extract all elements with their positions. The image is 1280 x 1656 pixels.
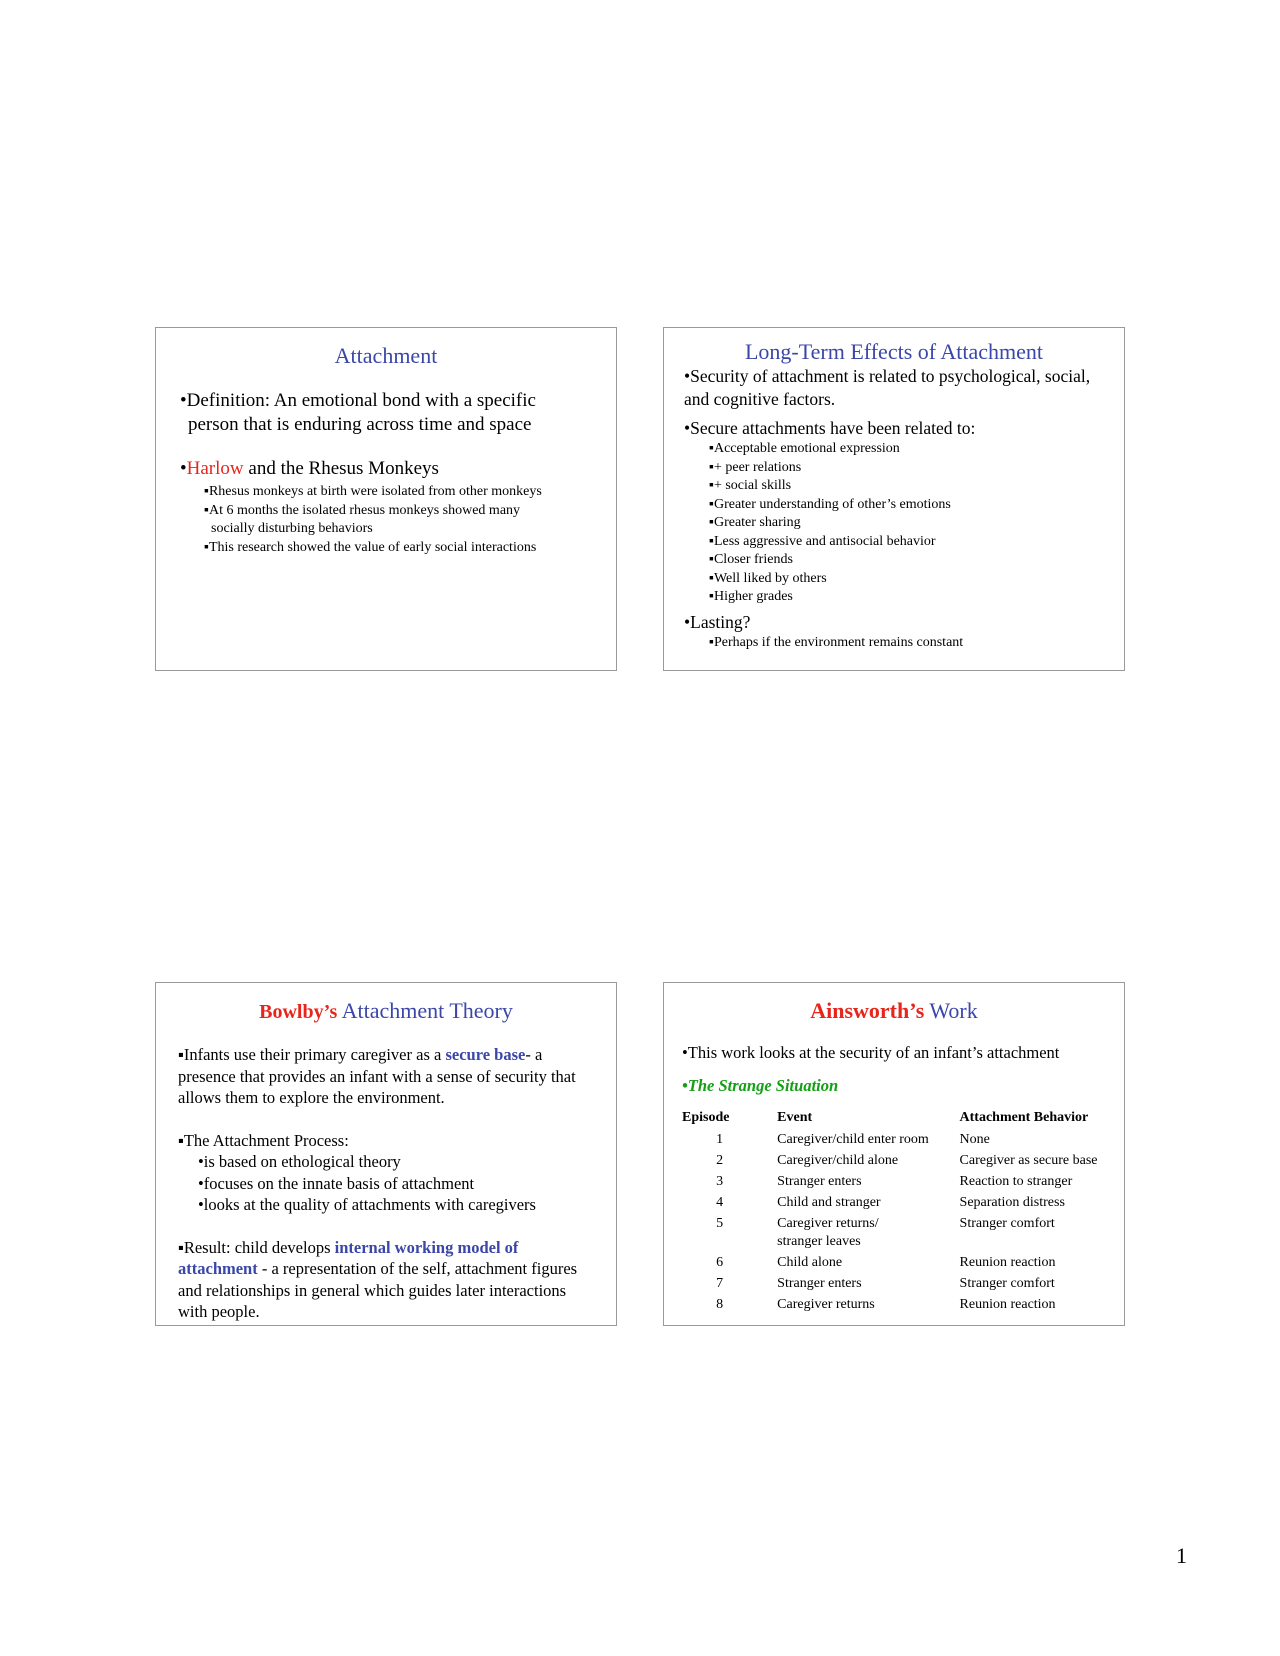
list-item: ▪Less aggressive and antisocial behavior [709,533,936,549]
security-point: •This work looks at the security of an infant’s attachment [682,1043,1060,1062]
table-row [682,1131,1124,1152]
table-header-row [682,1110,1124,1131]
behavior-cell: Stranger comfort [959,1216,1055,1231]
strange-situation-point [682,1075,1112,1096]
event-cell: Stranger enters [777,1174,862,1189]
list-item: ▪Greater sharing [709,515,801,530]
episode-cell: 8 [716,1297,724,1312]
list-item: ▪Greater understanding of other’s emotions [709,496,951,512]
episode-cell: 5 [716,1216,724,1231]
table-row [682,1173,1124,1194]
secure-attachments-point: •Secure attachments have been related to: [684,418,976,438]
title-rest: Attachment Theory [337,998,513,1023]
event-cell: Caregiver/child enter room [777,1132,929,1147]
secure-base-point [178,1044,598,1109]
slide-title [156,998,616,1024]
harlow-point [180,457,598,481]
table-row [682,1215,1124,1254]
event-line: Caregiver returns/ [777,1216,879,1231]
text: - a representation of the self, attachment figures and relationships in general which guides later interactions with people. [178,1259,578,1321]
behavior-cell: Caregiver as secure base [959,1153,1098,1168]
text: ▪Infants use their primary caregiver as a [178,1045,446,1064]
episode-cell: 4 [716,1195,724,1210]
harlow-rest: and the Rhesus Monkeys [243,458,439,479]
text: - a presence that provides an infant with a sense of security that allows them to explore the environment. [178,1045,576,1107]
process-item: •looks at the quality of attachments with caregivers [198,1195,536,1214]
result-point [178,1237,598,1323]
list-item: ▪+ social skills [709,478,792,493]
lasting-sub [709,634,1114,653]
event-cell: Stranger enters [777,1276,862,1291]
event-cell: Child and stranger [777,1195,881,1210]
page-number: 1 [1176,1543,1187,1568]
slide-ainsworth [663,982,1125,1326]
episode-cell: 1 [716,1132,724,1147]
episode-cell: 2 [716,1153,724,1168]
security-point: •Security of attachment is related to psychological, social, and cognitive factors. [684,366,1091,409]
subpoint: ▪Rhesus monkeys at birth were isolated from other monkeys [204,484,542,499]
text: ▪Result: child develops [178,1237,335,1257]
list-item: ▪Acceptable emotional expression [709,441,900,456]
event-cell [777,1215,959,1254]
episode-cell: 7 [716,1276,724,1291]
process-item: •is based on ethological theory [198,1152,401,1171]
behavior-cell: Separation distress [959,1195,1065,1210]
slide-bowlby [155,982,617,1326]
process-heading: ▪The Attachment Process: [178,1130,349,1150]
event-cell: Caregiver/child alone [777,1153,899,1168]
list-item: ▪Higher grades [709,589,793,604]
episode-cell: 6 [716,1255,724,1270]
title-red: Bowlby’s [259,1001,338,1023]
bullet: • [682,1076,688,1095]
strange-situation-term: The Strange Situation [687,1076,839,1095]
event-line: stranger leaves [777,1234,861,1249]
harlow-name: Harlow [186,458,244,479]
table-row [682,1296,1124,1317]
slide-title: Attachment [334,343,438,368]
behavior-cell: Reaction to stranger [959,1174,1073,1189]
attachment-process [178,1130,598,1216]
related-list [709,440,1114,607]
definition-line: •Definition: An emotional bond with a specific [180,390,536,411]
event-cell: Child alone [777,1255,843,1270]
subpoint-continued: socially disturbing behaviors [211,521,373,536]
list-item: ▪Well liked by others [709,570,827,586]
bullet: • [180,458,187,479]
column-header: Event [777,1110,813,1125]
title-red: Ainsworth’s [810,998,925,1023]
definition-point [180,389,598,437]
process-item: •focuses on the innate basis of attachment [198,1173,475,1193]
column-header: Episode [682,1110,730,1125]
list-item: ▪+ peer relations [709,459,802,475]
slide-attachment [155,327,617,671]
behavior-cell: Reunion reaction [959,1255,1056,1270]
table-row [682,1152,1124,1173]
definition-line: person that is enduring across time and space [188,414,532,435]
episode-table [682,1110,1124,1317]
column-header: Attachment Behavior [959,1110,1089,1125]
table-row [682,1254,1124,1275]
secure-base-term: secure base [445,1045,526,1064]
title-rest: Work [924,998,978,1023]
table-row [682,1275,1124,1296]
behavior-cell: Reunion reaction [959,1297,1056,1312]
list-item: ▪Perhaps if the environment remains constant [709,634,964,650]
subpoint: ▪This research showed the value of early social interactions [204,539,537,555]
harlow-subpoints [204,483,606,557]
slide-title [664,998,1124,1024]
behavior-cell: None [959,1132,990,1147]
episode-cell: 3 [716,1174,724,1189]
event-cell: Caregiver returns [777,1297,875,1312]
slide-long-term-effects [663,327,1125,671]
lasting-point: •Lasting? [684,611,751,632]
working-model-term: internal working model of attachment [178,1237,519,1278]
slide-title: Long-Term Effects of Attachment [744,339,1043,364]
list-item: ▪Closer friends [709,552,793,567]
subpoint: ▪At 6 months the isolated rhesus monkeys showed many [204,502,521,518]
behavior-cell: Stranger comfort [959,1276,1055,1291]
table-row [682,1194,1124,1215]
